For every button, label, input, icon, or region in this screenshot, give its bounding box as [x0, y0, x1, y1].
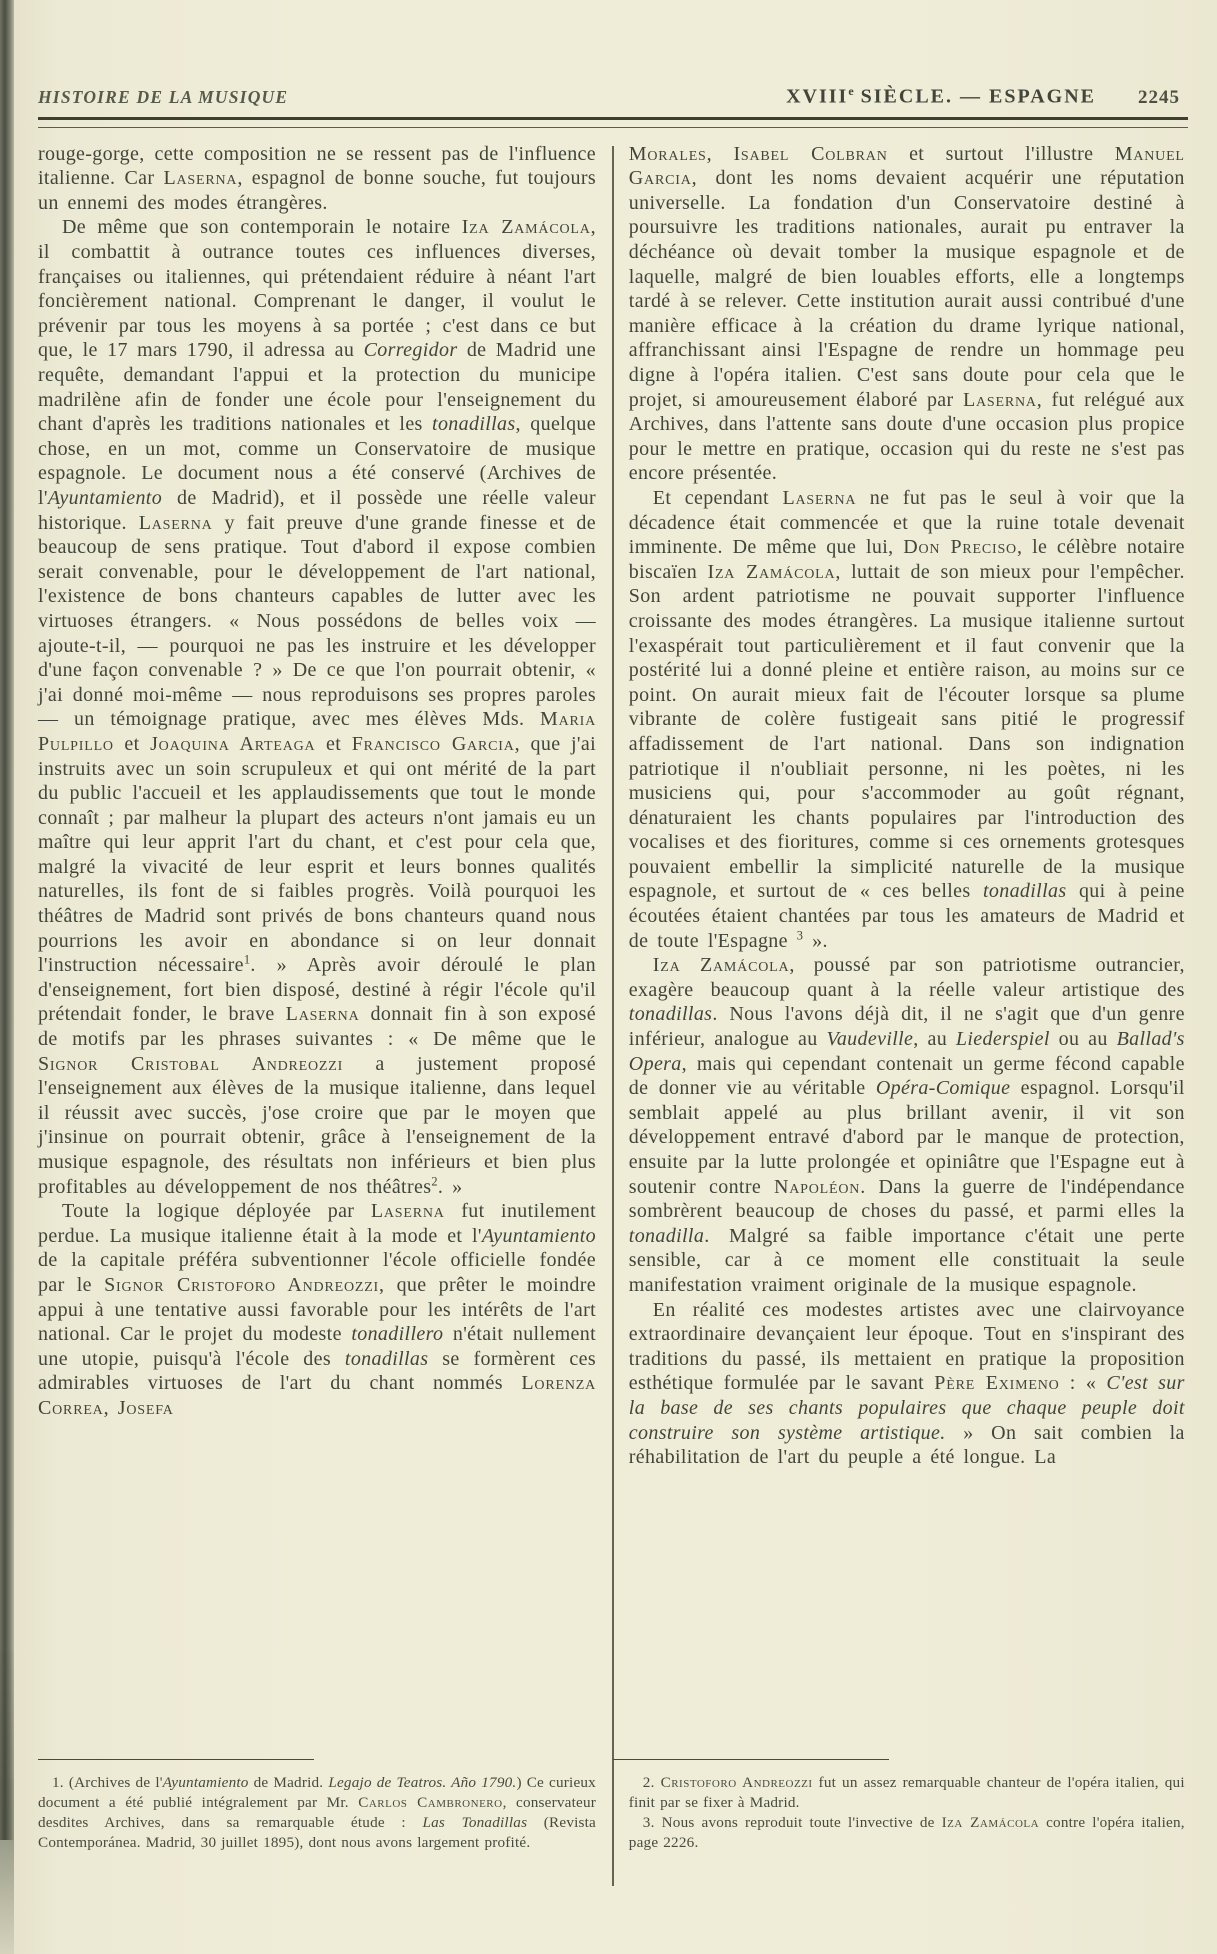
text-run: . Dans la guerre de l'indépendance sombrèrent beaucoup de choses du passé, et parmi elles la [628, 1175, 1185, 1223]
text-run: fut un assez remarquable chanteur de l'opéra italien, qui finit par se fixer à Madrid. [628, 1773, 1185, 1812]
text-run: , conservateur desdites Archives, dans sa remarquable étude : [38, 1794, 597, 1832]
paragraph [629, 1813, 1185, 1853]
paragraph [38, 1199, 596, 1420]
text-run: : « [1059, 1372, 1107, 1395]
text-run: y fait preuve d'une grande finesse et de beaucoup de sens pratique. Tout d'abord il expose combien serait convenable, pour le développement de l'art national, l'existence de bons chanteurs capables de lutter avec les virtuoses étrangers. « Nous possédons de belles voix — ajoute-t-il, — pourquoi ne pas les instruire et les développer d'une façon convenable ? » De ce que l'on pourrait obtenir, « j'ai donné moi-même — nous reproduisons ses propres paroles — un témoignage pratique, avec mes élèves Mds. [38, 511, 596, 731]
footnote-ref: 3 [796, 928, 804, 942]
person-name: Signor Cristoforo Andreozzi [104, 1273, 380, 1296]
text-run: 1. (Archives de l' [52, 1773, 163, 1791]
person-name: Laserna [163, 167, 238, 190]
text-run: , quelque chose, en un mot, comme un Conservatoire de musique espagnole. Le document nous a été conservé (Archives de l' [38, 413, 597, 509]
text-run: , espagnol de bonne souche, fut toujours un ennemi des modes étrangères. [38, 167, 596, 214]
header-double-rule [38, 117, 1188, 128]
text-run: . Nous l'avons déjà dit, il ne s'agit que d'un genre inférieur, analogue au [628, 1003, 1185, 1051]
text-run: espagnol. Lorsqu'il semblait appelé au plus brillant avenir, il vit son développement entravé d'abord par le manque de protection, ensuite par la lutte prolongée et opiniâtre que l'Espagne eut à soutenir contre [628, 1077, 1185, 1198]
text-run: qui à peine écoutées étaient chantées par tous les amateurs de Madrid et de toute l'Espagne [628, 880, 1185, 952]
paragraph [629, 953, 1185, 1297]
text-run: donnait fin à son exposé de motifs par les phrases suivantes : « De même que le [38, 1003, 596, 1051]
text-run: De même que son contemporain le notaire [62, 216, 462, 239]
italic-term: tonadillas [628, 1003, 713, 1026]
text-run: . » [437, 1175, 463, 1198]
person-name: Maria Pulpillo [38, 708, 596, 755]
person-name: Iza Zamácola [941, 1814, 1040, 1832]
person-name: Josefa [117, 1396, 174, 1419]
text-run: ». [803, 929, 828, 952]
column-divider-rule [612, 146, 614, 1886]
text-run: de Madrid une requête, demandant l'appui et la protection du municipe madrilène afin de fonder une école pour l'enseignement du chant d'après les traditions nationales et les [38, 339, 596, 436]
left-footnotes [38, 1759, 596, 1854]
person-name: Manuel Garcia [628, 142, 1185, 190]
italic-term: Ayuntamiento [481, 1224, 596, 1247]
text-run: de Madrid. [248, 1773, 329, 1791]
text-run: , au [913, 1028, 956, 1051]
text-run: . » Après avoir déroulé le plan d'enseignement, fort bien disposé, destiné à régir l'école qu'il prétendait fonder, le brave [38, 954, 596, 1026]
running-head [38, 84, 1188, 109]
italic-term: Las Tonadillas [422, 1814, 528, 1832]
paragraph [629, 1298, 1185, 1470]
text-run: et [315, 732, 352, 755]
text-run: 3. Nous avons reproduit toute l'invective de [642, 1814, 942, 1832]
person-name: Don Preciso [903, 536, 1017, 559]
italic-term: tonadilla [628, 1224, 705, 1247]
person-name: Isabel Colbran [733, 142, 888, 165]
italic-term: tonadillas [344, 1347, 429, 1370]
paragraph [38, 215, 596, 1199]
person-name: Laserna [782, 486, 857, 509]
person-name: Cristoforo Andreozzi [660, 1773, 813, 1791]
text-run: , luttait de son mieux pour l'empêcher. Son ardent patriotisme ne pouvait supporter l'influence croissante des modes étrangères. La musique italienne surtout l'exaspérait tout particulièrement et il faut convenir que la postérité lui a donné pleine et entière raison, au moins sur ce point. On aurait mieux fait de l'écouter lorsque sa plume vibrante de colère fustigeait sans pitié le progressif affadissement de l'art national. Dans son indignation patriotique il n'oubliait personne, ni les poètes, ni les musiciens qui, pour s'accommoder au goût régnant, dénaturaient les chants populaires par l'introduction des vocalises et des fioritures, comme si ces ornements grotesques pouvaient embellir la simplicité naturelle de la musique espagnole, et surtout de « ces belles [628, 560, 1185, 903]
right-footnotes-text [629, 1773, 1185, 1854]
italic-term: Liederspiel [955, 1028, 1050, 1051]
person-name: Père Eximeno [934, 1372, 1060, 1395]
text-run: ne fut pas le seul à voir que la décadence était commencée et que la ruine totale devenait imminente. De même que lui, [628, 486, 1185, 559]
text-run: , le célèbre notaire biscaïen [628, 536, 1185, 583]
text-run: Et cependant [652, 486, 783, 509]
text-run: et surtout l'illustre [887, 142, 1115, 165]
chapter-title-main: XVIII [786, 85, 849, 108]
text-run: Toute la logique déployée par [62, 1200, 371, 1223]
left-column [38, 142, 596, 1854]
page-content [38, 0, 1188, 1854]
text-run: se formèrent ces admirables virtuoses de l'art du chant nommés [38, 1347, 597, 1395]
page-number: 2245 [1138, 86, 1180, 108]
person-name: Napoléon [774, 1175, 861, 1198]
person-name: Iza Zamácola [652, 954, 790, 977]
text-run: , [706, 142, 734, 165]
text-run: fut inutilement perdue. La musique italienne était à la mode et l' [38, 1200, 596, 1247]
italic-term: Ayuntamiento [47, 486, 163, 509]
person-name: Lorenza Correa [38, 1372, 596, 1419]
person-name: Laserna [370, 1200, 445, 1223]
paragraph [629, 142, 1185, 486]
person-name: Francisco Garcia [351, 732, 515, 755]
italic-term: tonadillas [432, 413, 516, 436]
left-column-text [38, 142, 596, 1421]
text-run: , fut relégué aux Archives, dans l'attente sans doute d'une occasion plus propice pour le mettre en pratique, occasion qui du reste ne s'est pas encore présentée. [628, 388, 1185, 485]
text-run: , que prêter le moindre appui à une tentative aussi favorable pour les intérêts de l'art national. Car le projet du modeste [38, 1273, 597, 1346]
italic-term: Vaudeville [826, 1028, 914, 1051]
person-name: Carlos Cambronero [358, 1794, 503, 1812]
paragraph [38, 1773, 596, 1854]
text-run: de Madrid), et il possède une réelle valeur historique. [38, 486, 596, 534]
person-name: Iza Zamácola [461, 216, 591, 239]
chapter-title-rest: SIÈCLE. — ESPAGNE [853, 85, 1096, 108]
paragraph [629, 1773, 1185, 1813]
left-footnotes-text [38, 1773, 596, 1854]
text-run: de la capitale préféra subventionner l'école officielle fondée par le [38, 1249, 596, 1296]
italic-term: tonadillero [351, 1323, 444, 1346]
italic-term: tonadillas [982, 880, 1067, 903]
footnote-separator [613, 1759, 889, 1760]
running-head-chapter [786, 84, 1180, 109]
person-name: Laserna [285, 1003, 360, 1026]
person-name: Iza Zamácola [707, 560, 836, 583]
italic-term: Ballad's Opera [628, 1028, 1185, 1075]
text-run: 2. [642, 1773, 661, 1791]
text-run: contre l'opéra italien, page 2226. [628, 1814, 1185, 1852]
text-run: ou au [1049, 1028, 1117, 1051]
person-name: Laserna [962, 388, 1037, 411]
chapter-title-superscript: e [848, 84, 854, 98]
text-run: (Revista Contemporánea. Madrid, 30 juillet 1895), dont nous avons largement profité. [38, 1814, 597, 1852]
text-run: , poussé par son patriotisme outrancier, exagère beaucoup quant à la réelle valeur artistique des [628, 954, 1185, 1001]
right-column-text [629, 142, 1185, 1470]
right-footnotes [629, 1759, 1185, 1854]
text-run: a justement proposé l'enseignement aux élèves de la musique italienne, dans lequel il réussit avec succès, j'ose croire que par le moyen que j'insinue on pourrait obtenir, grâce à l'enseignement de la musique espagnole, des résultats non inférieurs et bien plus profitables au développement de nos théâtres [38, 1052, 596, 1198]
text-run: , dont les noms devaient acquérir une réputation universelle. La fondation d'un Conservatoire destiné à poursuivre les traditions nationales, aurait pu entraver la déchéance où devait tomber la musique espagnole et de laquelle, malgré de bien louables efforts, elle a longtemps tardé à se relever. Cette institution aurait aussi contribué d'une manière efficace à la création du drame lyrique national, affranchissant ainsi l'Espagne de rendre un hommage peu digne à l'opéra italien. C'est sans doute pour cela que le projet, si amoureusement élaboré par [628, 167, 1185, 411]
binding-edge-fade [0, 1840, 14, 1954]
italic-term: Legajo de Teatros. Año 1790. [328, 1773, 517, 1791]
italic-term: Opéra-Comique [875, 1077, 1011, 1100]
text-run: et [113, 732, 151, 755]
paragraph [38, 142, 596, 216]
paragraph [629, 486, 1185, 953]
text-run: En réalité ces modestes artistes avec une clairvoyance extraordinaire devançaient leur époque. Tout en s'inspirant des traditions du passé, ils mettaient en pratique la proposition esthétique formulée par le savant [628, 1298, 1185, 1395]
person-name: Morales [628, 142, 707, 165]
running-head-book-title: HISTOIRE DE LA MUSIQUE [38, 86, 289, 107]
two-column-body [38, 142, 1188, 1854]
chapter-title [786, 84, 1096, 109]
text-run: ) Ce curieux document a été publié intégralement par Mr. [38, 1773, 596, 1812]
binding-edge [0, 0, 14, 1850]
person-name: Joaquina Arteaga [150, 732, 316, 755]
footnote-ref: 1 [243, 952, 251, 967]
text-run: » On sait combien la réhabilitation de l'art du peuple a été longue. La [628, 1421, 1185, 1469]
text-run: , il combattit à outrance toutes ces influences diverses, françaises ou italiennes, qui prétendaient réduire à néant l'art foncièrement national. Comprenant le danger, il voulut le prévenir par tous les moyens à sa portée ; c'est dans ce but que, le 17 mars 1790, il adressa au [38, 216, 596, 362]
text-run: , que j'ai instruits avec un soin scrupuleux et qui ont mérité de la part du public l'accueil et les applaudissements que tout le monde connaît ; par malheur la plupart des acteurs n'ont jamais eu un maître qui leur apprit l'art du chant, et c'est pour cela que, malgré la vivacité de leur esprit et leurs bonnes qualités naturelles, ils font de si faibles progrès. Voilà pourquoi les théâtres de Madrid sont privés de bons chanteurs quand nous pourrions les avoir en abondance si on leur donnait l'instruction nécessaire [38, 732, 596, 977]
italic-term: Corregidor [363, 339, 458, 362]
text-run: , mais qui cependant contenait un germe fécond capable de donner vie au véritable [628, 1052, 1185, 1100]
footnote-ref: 2 [431, 1173, 438, 1188]
text-run: n'était nullement une utopie, puisqu'à l'école des [38, 1323, 596, 1370]
right-column [629, 142, 1185, 1854]
italic-term: C'est sur la base de ses chants populaires que chaque peuple doit construire son système artistique. [628, 1372, 1185, 1444]
italic-term: Ayuntamiento [162, 1773, 249, 1791]
text-run: . Malgré sa faible importance c'était une perte sensible, car à ce moment elle constituait la seule manifestation vraiment originale de la musique espagnole. [628, 1224, 1185, 1296]
text-run: , [103, 1396, 118, 1419]
person-name: Laserna [138, 511, 213, 534]
text-run: rouge-gorge, cette composition ne se ressent pas de l'influence italienne. Car [38, 142, 596, 190]
footnote-separator [38, 1759, 314, 1760]
person-name: Signor Cristobal Andreozzi [38, 1052, 344, 1075]
